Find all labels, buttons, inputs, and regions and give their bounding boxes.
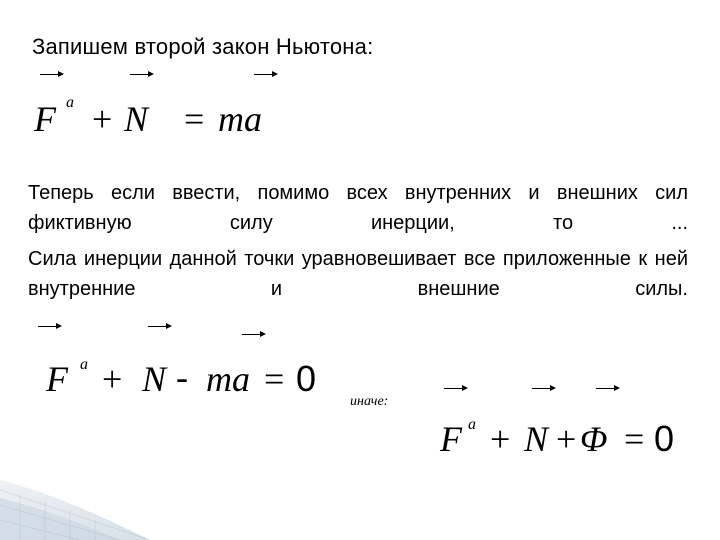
superscript-a: a <box>468 416 476 433</box>
plus-sign: + <box>92 99 113 139</box>
vector-arrow <box>242 334 264 335</box>
symbol-N: N <box>524 419 549 459</box>
superscript-a: a <box>66 94 74 111</box>
symbol-F: F <box>34 99 56 139</box>
plus-sign: + <box>102 359 123 399</box>
vector-arrow <box>532 388 554 389</box>
symbol-N: N <box>142 359 167 399</box>
label-otherwise: иначе: <box>350 394 389 409</box>
symbol-F: F <box>46 359 68 399</box>
decorative-corner-pattern <box>0 450 150 540</box>
plus-sign: + <box>556 419 577 459</box>
symbol-ma: ma <box>218 99 262 139</box>
zero: 0 <box>654 418 675 459</box>
slide-heading: Запишем второй закон Ньютона: <box>32 34 374 59</box>
equation-newton-second-law <box>34 94 294 144</box>
equals-sign: = <box>624 419 645 459</box>
superscript-a: a <box>80 356 88 373</box>
symbol-phi: Φ <box>580 419 608 459</box>
symbol-N: N <box>124 99 149 139</box>
paragraph-inertia-intro: Теперь если ввести, помимо всех внутренних и внешних сил фиктивную силу инерции, то ... <box>28 182 688 234</box>
vector-arrow <box>444 388 466 389</box>
vector-arrow <box>148 326 170 327</box>
vector-arrow <box>254 74 276 75</box>
equals-sign: = <box>264 359 285 399</box>
equation-dalembert <box>46 358 336 404</box>
equation-inertia-force <box>440 418 690 464</box>
plus-sign: + <box>490 419 511 459</box>
zero: 0 <box>296 358 317 399</box>
symbol-F: F <box>440 419 462 459</box>
equals-sign: = <box>184 99 205 139</box>
vector-arrow <box>596 388 618 389</box>
vector-arrow <box>38 326 60 327</box>
minus-sign: - <box>176 357 188 397</box>
vector-arrow <box>130 74 152 75</box>
symbol-ma: ma <box>206 359 250 399</box>
paragraph-inertia-balance: Сила инерции данной точки уравновешивает все приложенные к ней внутренние и внешние силы. <box>28 248 688 300</box>
vector-arrow <box>40 74 62 75</box>
